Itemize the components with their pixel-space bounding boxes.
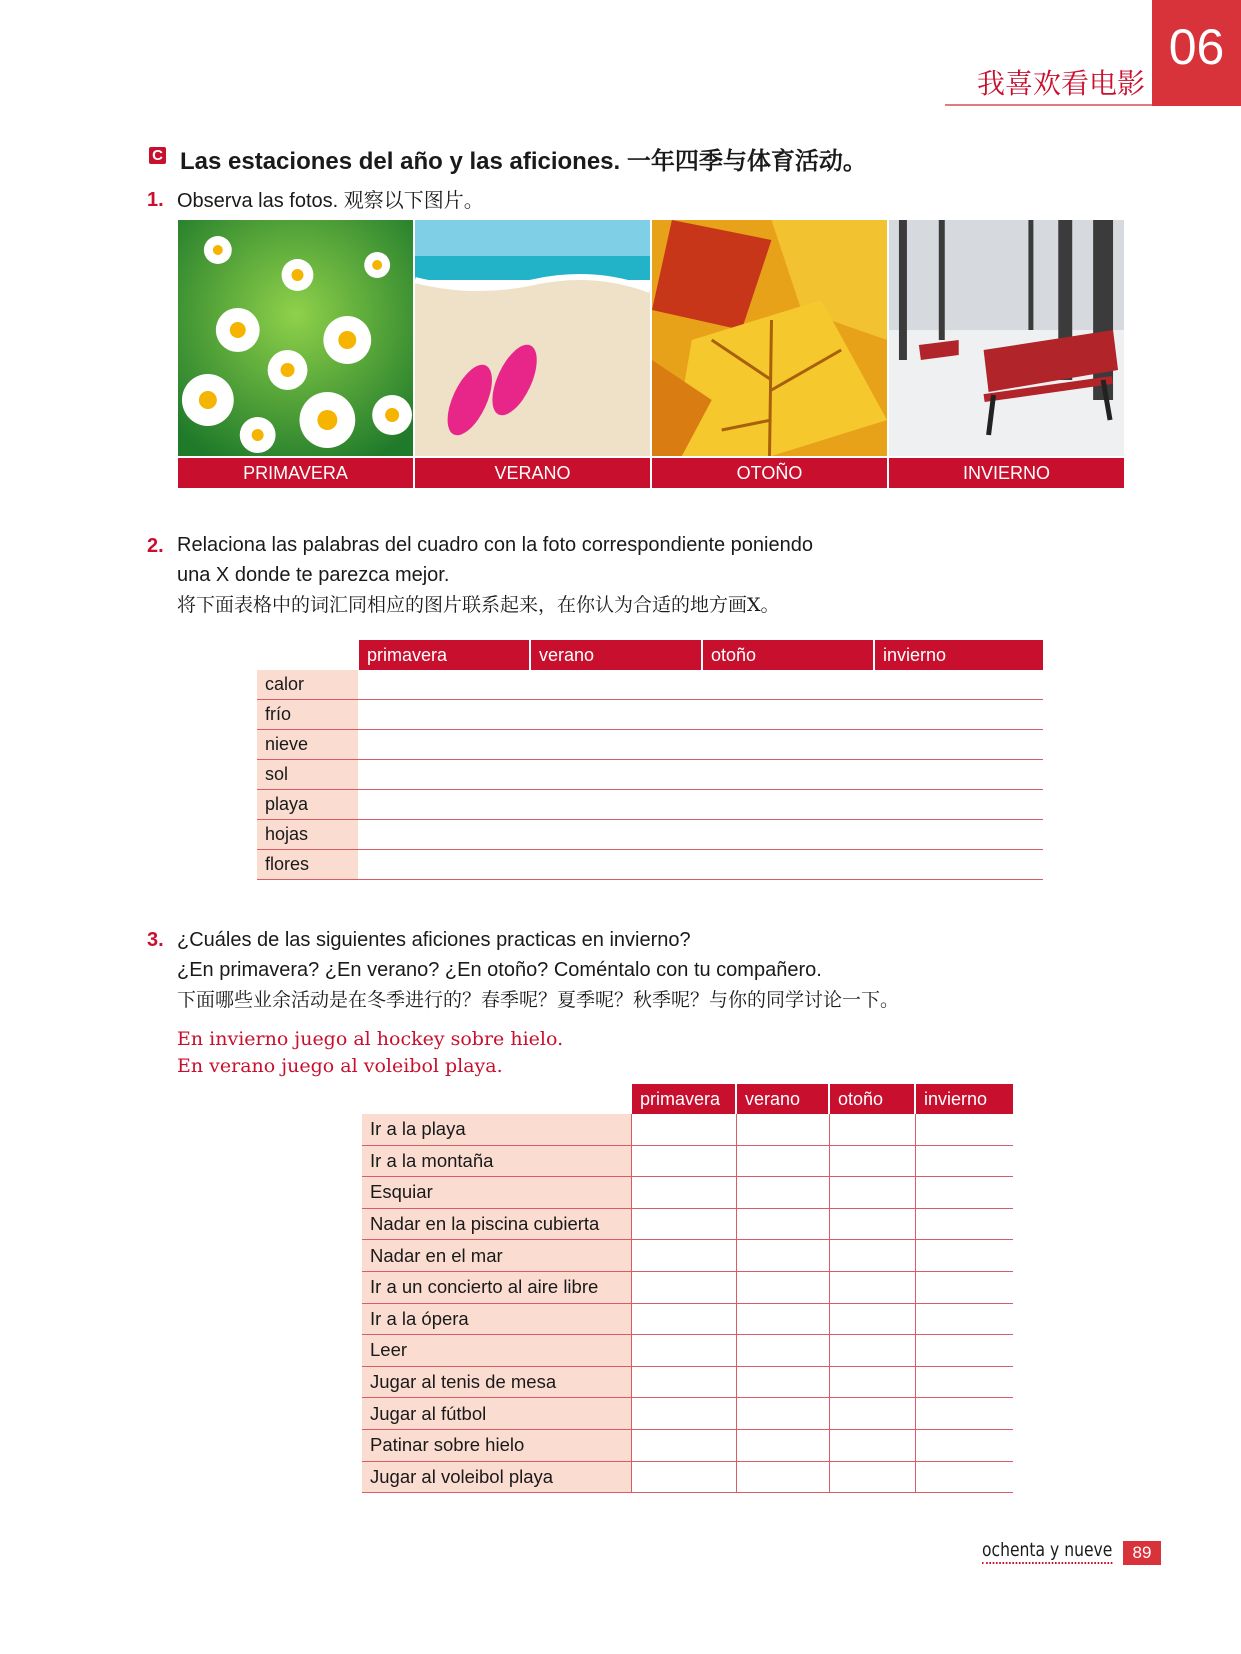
answer-cell[interactable] (736, 1114, 829, 1145)
exercise-1-number: 1. (147, 189, 164, 211)
answer-cell[interactable] (736, 1461, 829, 1493)
answer-cell[interactable] (915, 1145, 1013, 1177)
answer-cell[interactable] (874, 670, 1043, 700)
table-row (257, 730, 1043, 760)
table-row (362, 1429, 1013, 1461)
column-header: otoño (702, 640, 874, 670)
season-photos (178, 220, 1124, 488)
column-header: primavera (631, 1084, 736, 1114)
answer-cell[interactable] (736, 1240, 829, 1272)
column-header: verano (736, 1084, 829, 1114)
column-header: invierno (874, 640, 1043, 670)
answer-cell[interactable] (829, 1461, 915, 1493)
answer-cell[interactable] (736, 1303, 829, 1335)
answer-cell[interactable] (358, 820, 530, 850)
answer-cell[interactable] (915, 1429, 1013, 1461)
answer-cell[interactable] (736, 1271, 829, 1303)
answer-cell[interactable] (631, 1429, 736, 1461)
answer-cell[interactable] (530, 760, 702, 790)
chapter-number: 06 (1152, 0, 1241, 104)
row-label: Jugar al tenis de mesa (362, 1366, 631, 1398)
row-label: Nadar en el mar (362, 1240, 631, 1272)
answer-cell[interactable] (631, 1398, 736, 1430)
exercise-3-line3: 下面哪些业余活动是在冬季进行的？春季呢？夏季呢？秋季呢？与你的同学讨论一下。 (177, 989, 900, 1011)
answer-cell[interactable] (736, 1398, 829, 1430)
caption-otono: OTOÑO (652, 456, 887, 488)
answer-cell[interactable] (829, 1145, 915, 1177)
exercise-3-number: 3. (147, 929, 164, 951)
row-label: Ir a la ópera (362, 1303, 631, 1335)
answer-cell[interactable] (829, 1114, 915, 1145)
answer-cell[interactable] (915, 1303, 1013, 1335)
answer-cell[interactable] (702, 730, 874, 760)
answer-cell[interactable] (829, 1303, 915, 1335)
table-row (257, 700, 1043, 730)
row-label: Ir a un concierto al aire libre (362, 1271, 631, 1303)
answer-cell[interactable] (631, 1208, 736, 1240)
answer-cell[interactable] (829, 1335, 915, 1367)
table-row (362, 1208, 1013, 1240)
section-badge: C (149, 147, 166, 164)
activities-table (362, 1084, 1013, 1493)
beach-flipflops-image (415, 220, 650, 456)
snowy-park-bench-image (889, 220, 1124, 456)
answer-cell[interactable] (702, 700, 874, 730)
table-row (362, 1240, 1013, 1272)
row-label: Jugar al voleibol playa (362, 1461, 631, 1493)
table-row (362, 1398, 1013, 1430)
answer-cell[interactable] (915, 1114, 1013, 1145)
answer-cell[interactable] (631, 1114, 736, 1145)
answer-cell[interactable] (874, 790, 1043, 820)
page-number-words: ochenta y nueve (982, 1539, 1112, 1564)
table-row (362, 1145, 1013, 1177)
answer-cell[interactable] (736, 1366, 829, 1398)
row-label: Ir a la playa (362, 1114, 631, 1145)
answer-cell[interactable] (631, 1240, 736, 1272)
table-row (362, 1177, 1013, 1209)
photo-summer (415, 220, 650, 488)
table-corner (362, 1084, 631, 1114)
row-label: nieve (257, 730, 358, 760)
answer-cell[interactable] (829, 1398, 915, 1430)
answer-cell[interactable] (358, 760, 530, 790)
table-header-row (257, 640, 1043, 670)
answer-cell[interactable] (530, 730, 702, 760)
answer-cell[interactable] (736, 1208, 829, 1240)
column-header: invierno (915, 1084, 1013, 1114)
answer-cell[interactable] (829, 1271, 915, 1303)
answer-cell[interactable] (530, 670, 702, 700)
answer-cell[interactable] (874, 730, 1043, 760)
answer-cell[interactable] (631, 1335, 736, 1367)
page-number: 89 (1123, 1541, 1161, 1565)
answer-cell[interactable] (915, 1271, 1013, 1303)
photo-spring (178, 220, 413, 488)
table-row (362, 1366, 1013, 1398)
row-label: Patinar sobre hielo (362, 1429, 631, 1461)
answer-cell[interactable] (874, 850, 1043, 880)
answer-cell[interactable] (358, 790, 530, 820)
row-label: playa (257, 790, 358, 820)
answer-cell[interactable] (736, 1145, 829, 1177)
answer-cell[interactable] (874, 700, 1043, 730)
answer-cell[interactable] (829, 1240, 915, 1272)
table-row (257, 760, 1043, 790)
table-row (257, 670, 1043, 700)
row-label: Jugar al fútbol (362, 1398, 631, 1430)
table-row (362, 1461, 1013, 1493)
answer-cell[interactable] (631, 1177, 736, 1209)
chapter-rule (945, 104, 1152, 106)
answer-cell[interactable] (631, 1303, 736, 1335)
table-row (257, 850, 1043, 880)
answer-cell[interactable] (530, 820, 702, 850)
answer-cell[interactable] (829, 1429, 915, 1461)
photo-winter (889, 220, 1124, 488)
answer-cell[interactable] (874, 760, 1043, 790)
table-row (362, 1114, 1013, 1145)
seasons-words-table (257, 640, 1043, 880)
row-label: Ir a la montaña (362, 1145, 631, 1177)
answer-cell[interactable] (631, 1271, 736, 1303)
answer-cell[interactable] (736, 1335, 829, 1367)
answer-cell[interactable] (829, 1177, 915, 1209)
chapter-rule-accent (1152, 104, 1241, 106)
answer-cell[interactable] (702, 820, 874, 850)
table-row (257, 790, 1043, 820)
answer-cell[interactable] (358, 670, 530, 700)
exercise-3-line2: ¿En primavera? ¿En verano? ¿En otoño? Coméntalo con tu compañero. (177, 959, 822, 981)
row-label: Esquiar (362, 1177, 631, 1209)
answer-cell[interactable] (736, 1177, 829, 1209)
exercise-2-line3: 将下面表格中的词汇同相应的图片联系起来，在你认为合适的地方画X。 (177, 594, 780, 616)
exercise-1-instruction: Observa las fotos. 观察以下图片。 (177, 190, 484, 212)
example-sentence-1: En invierno juego al hockey sobre hielo. (177, 1028, 564, 1050)
answer-cell[interactable] (702, 670, 874, 700)
column-header: verano (530, 640, 702, 670)
row-label: calor (257, 670, 358, 700)
answer-cell[interactable] (530, 850, 702, 880)
row-label: Leer (362, 1335, 631, 1367)
answer-cell[interactable] (915, 1335, 1013, 1367)
answer-cell[interactable] (702, 790, 874, 820)
row-label: Nadar en la piscina cubierta (362, 1208, 631, 1240)
answer-cell[interactable] (631, 1145, 736, 1177)
caption-primavera: PRIMAVERA (178, 456, 413, 488)
row-label: hojas (257, 820, 358, 850)
answer-cell[interactable] (829, 1366, 915, 1398)
row-label: flores (257, 850, 358, 880)
row-label: frío (257, 700, 358, 730)
column-header: primavera (358, 640, 530, 670)
example-sentence-2: En verano juego al voleibol playa. (177, 1055, 503, 1077)
answer-cell[interactable] (915, 1398, 1013, 1430)
answer-cell[interactable] (358, 700, 530, 730)
caption-invierno: INVIERNO (889, 456, 1124, 488)
photo-autumn (652, 220, 887, 488)
table-row (362, 1271, 1013, 1303)
table-row (362, 1335, 1013, 1367)
column-header: otoño (829, 1084, 915, 1114)
row-label: sol (257, 760, 358, 790)
answer-cell[interactable] (915, 1240, 1013, 1272)
answer-cell[interactable] (915, 1208, 1013, 1240)
exercise-2-number: 2. (147, 535, 164, 557)
answer-cell[interactable] (736, 1429, 829, 1461)
answer-cell[interactable] (915, 1177, 1013, 1209)
answer-cell[interactable] (530, 790, 702, 820)
answer-cell[interactable] (358, 730, 530, 760)
table-header-row (362, 1084, 1013, 1114)
daisies-image (178, 220, 413, 456)
answer-cell[interactable] (702, 850, 874, 880)
answer-cell[interactable] (631, 1366, 736, 1398)
answer-cell[interactable] (874, 820, 1043, 850)
answer-cell[interactable] (530, 700, 702, 730)
table-corner (257, 640, 358, 670)
autumn-leaves-image (652, 220, 887, 456)
table-row (362, 1303, 1013, 1335)
answer-cell[interactable] (829, 1208, 915, 1240)
chapter-title: 我喜欢看电影 (976, 67, 1145, 100)
answer-cell[interactable] (702, 760, 874, 790)
caption-verano: VERANO (415, 456, 650, 488)
exercise-3-line1: ¿Cuáles de las siguientes aficiones practicas en invierno? (177, 929, 691, 951)
answer-cell[interactable] (631, 1461, 736, 1493)
exercise-2-line2: una X donde te parezca mejor. (177, 564, 450, 586)
section-title: Las estaciones del año y las aficiones. 一年四季与体育活动。 (180, 148, 867, 175)
answer-cell[interactable] (915, 1366, 1013, 1398)
answer-cell[interactable] (915, 1461, 1013, 1493)
table-row (257, 820, 1043, 850)
exercise-2-line1: Relaciona las palabras del cuadro con la foto correspondiente poniendo (177, 534, 813, 556)
answer-cell[interactable] (358, 850, 530, 880)
